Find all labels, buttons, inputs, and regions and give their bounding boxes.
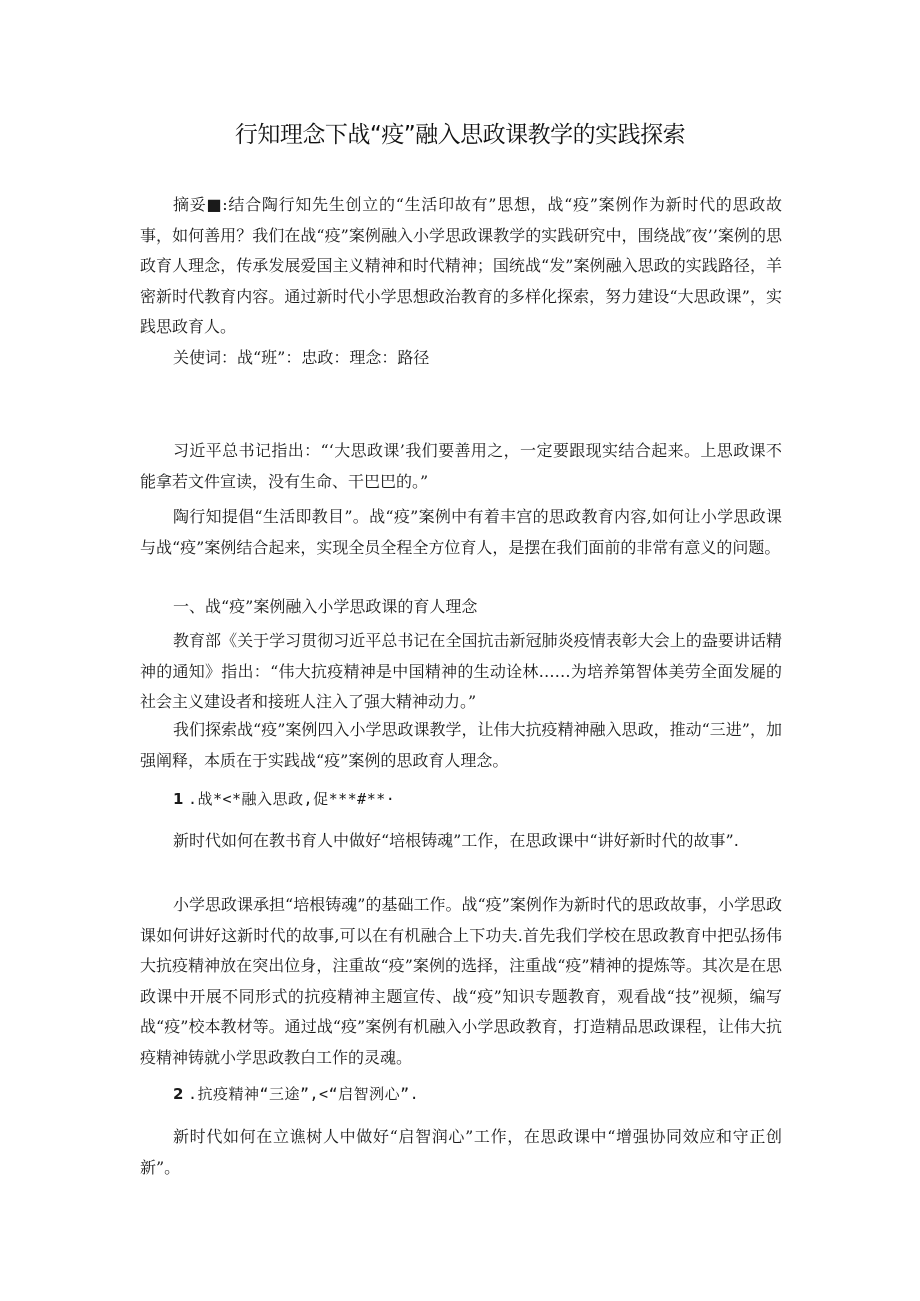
- subheading-1-text: .战*<*融入思政,促***#**·: [187, 790, 396, 808]
- body-paragraph-2: 陶行知提倡“生活即教目”。战“疫”案例中有着丰宫的思政教育内容,如何让小学思政课与战“疫”案例结合起来，实现全员全程全方位育人，是摆在我们面前的非常有意义的问题。: [140, 507, 782, 557]
- abstract-paragraph: 摘妥■:结合陶行知先生创立的“生活印故有”思想，战“疫”案例作为新时代的思政故事，如何善用？我们在战“疫”案例融入小学思政课教学的实践研究中，围绕战″夜’’案例的思政育人理念，传承发展爱国主义精神和时代精神；国统战“发”案例融入思政的实践路径，羊密新时代教育内容。通过新时代小学思想政治教育的多样化探索，努力建设“大思政课”，实践思政育人。: [140, 195, 782, 336]
- body-paragraph-5: 新时代如何在教书育人中做好“培根铸魂”工作，在思政课中“讲好新时代的故事”.: [173, 831, 739, 850]
- body-paragraph-1: 习近平总书记指出：“‘大思政课’我们要善用之，一定要跟现实结合起来。上思政课不能拿若文件宣读，没有生命、干巴巴的。”: [140, 441, 782, 491]
- body-paragraph-7: 新时代如何在立谯树人中做好“启智润心”工作，在思政课中“增强协同效应和守正创新”。: [140, 1127, 782, 1177]
- subheading-2-text: .抗疫精神“三途”,<“启智洌心”.: [187, 1085, 420, 1103]
- keywords-line: 关使词：战“班”：忠政：理念：路径: [173, 348, 430, 367]
- subheading-1: [173, 784, 395, 814]
- body-paragraph-3: 教育部《关于学习贯彻习近平总书记在全国抗击新冠肺炎疫情表彰大会上的盎要讲话精神的通知》指出：“伟大抗疫精神是中国精神的生动诠林……为培养第智体美劳全面发屣的社会主义建设者和接班人注入了强大精神动力。”: [140, 631, 782, 711]
- document-title: 行知理念下战“疫”融入思政课教学的实践探索: [234, 122, 686, 148]
- section-heading-1: 一、战“疫”案例融入小学思政课的育人理念: [173, 597, 478, 616]
- subheading-2-number: 2: [173, 1085, 184, 1103]
- body-paragraph-4: 我们探索战“疫”案例四入小学思政课教学，让伟大抗疫精神融入思政，推动“三进”，加强阐释，本质在于实践战“疫”案例的思政育人理念。: [140, 720, 782, 770]
- subheading-1-number: 1: [173, 790, 184, 808]
- subheading-2: [173, 1079, 419, 1109]
- body-paragraph-6: 小学思政课承担“培根铸魂”的基础工作。战“疫”案例作为新时代的思政故事，小学思政课如何讲好这新时代的故事,可以在有机融合上下功夫.首先我们学校在思政教育中把弘扬伟大抗疫精神放在突出位身，注重故“疫”案例的选择，注重战“疫”精神的提炼等。其次是在思政课中开展不同形式的抗疫精神主题宣传、战“疫”知识专题教育，观看战“技”视频，编写战“疫”校本教材等。通过战“疫”案例有机融入小学思政教育，打造精品思政课程，让伟大抗疫精神铸就小学思政教白工作的灵魂。: [140, 895, 782, 1067]
